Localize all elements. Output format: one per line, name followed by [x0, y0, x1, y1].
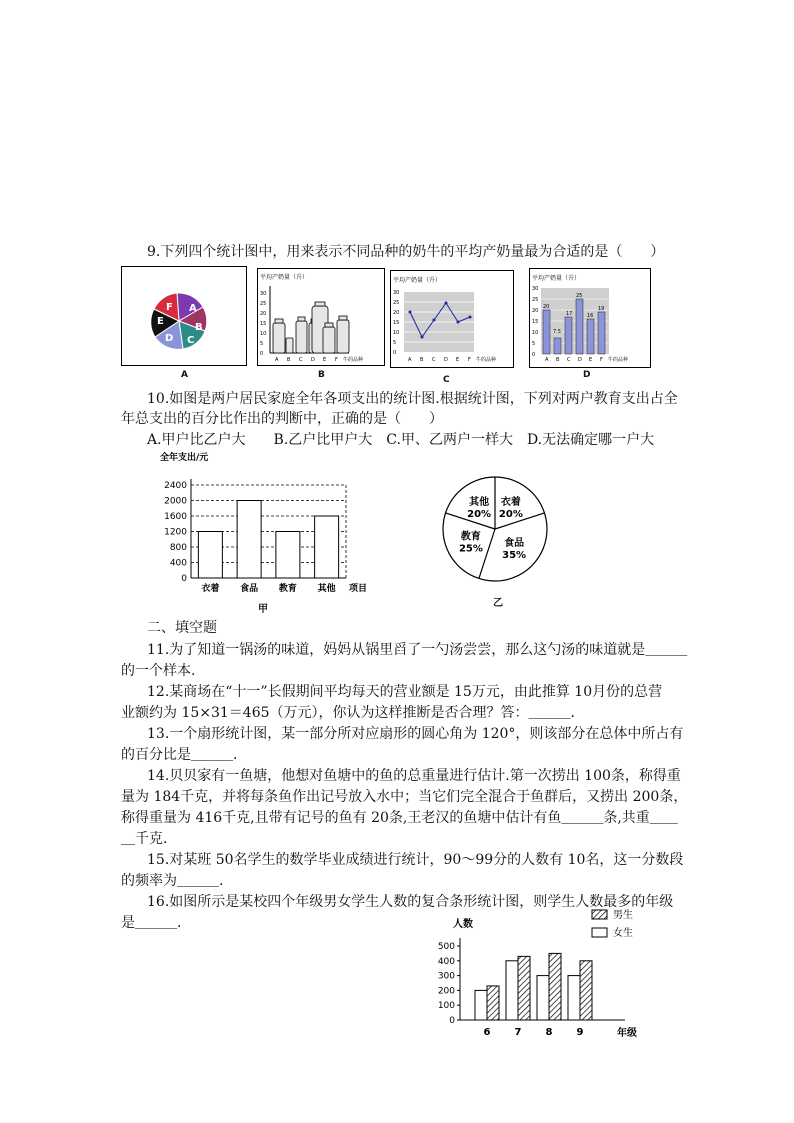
- grade-ytick: 0: [449, 1016, 455, 1026]
- svg-text:5: 5: [260, 341, 264, 347]
- grade-bar-girls: [506, 961, 518, 1020]
- bar-jia-ytick: 1200: [164, 527, 187, 538]
- bar-jia-bar: [276, 532, 300, 579]
- svg-text:25: 25: [576, 293, 583, 299]
- pie-label-f: F: [166, 302, 173, 313]
- bar-jia-category: 衣着: [201, 584, 220, 594]
- svg-text:10: 10: [260, 331, 267, 337]
- q15-line2: 的频率为＿＿＿.: [121, 873, 224, 889]
- svg-text:10: 10: [393, 330, 400, 336]
- bar-jia-category: 食品: [240, 584, 259, 594]
- q11-line1: 11.为了知道一锅汤的味道，妈妈从锅里舀了一勺汤尝尝，那么这勺汤的味道就是＿＿＿: [147, 642, 688, 658]
- pie-label-e: E: [157, 316, 164, 327]
- svg-text:19: 19: [598, 306, 605, 312]
- grade-ytick: 500: [437, 942, 455, 952]
- svg-text:A: A: [545, 357, 549, 363]
- legend-label-boys: 男生: [613, 910, 633, 921]
- bar-jia-bar: [198, 532, 222, 579]
- svg-text:B: B: [287, 357, 291, 363]
- svg-text:D: D: [578, 357, 582, 363]
- svg-text:E: E: [456, 357, 460, 363]
- bar-jia-xlabel: 项目: [349, 584, 368, 594]
- svg-text:F: F: [600, 357, 603, 363]
- svg-text:B: B: [556, 357, 560, 363]
- grade-xlabel: 年级: [617, 1028, 637, 1039]
- grade-ytick: 200: [437, 986, 455, 997]
- bar-jia-bar: [315, 516, 339, 578]
- caption-b: B: [318, 370, 325, 380]
- svg-text:16: 16: [587, 313, 594, 319]
- grade-legend: [592, 908, 633, 939]
- grade-category: 7: [514, 1027, 522, 1038]
- svg-text:20: 20: [543, 304, 550, 310]
- bar-jia-category: 其他: [317, 584, 336, 594]
- bar-jia-bar: [237, 501, 261, 579]
- svg-text:C: C: [567, 357, 571, 363]
- caption-c: C: [443, 375, 450, 385]
- q11-line2: 的一个样本.: [121, 663, 196, 679]
- svg-text:牛的品种: 牛的品种: [476, 357, 497, 363]
- q12-line1: 12.某商场在“十一”长假期间平均每天的营业额是 15万元，由此推算 10月份的总营: [147, 684, 663, 700]
- svg-text:F: F: [468, 357, 471, 363]
- svg-text:0: 0: [532, 352, 536, 358]
- svg-text:30: 30: [260, 291, 267, 297]
- svg-text:7.5: 7.5: [553, 329, 561, 335]
- grade-bar-boys: [549, 953, 561, 1020]
- grade-bar-girls: [475, 990, 487, 1020]
- grade-category: 6: [483, 1027, 491, 1038]
- pie-yi-percent: 20%: [498, 509, 523, 521]
- q9-figure-d: [529, 268, 651, 372]
- bar-jia-ytick: 800: [169, 543, 187, 553]
- svg-text:25: 25: [532, 297, 539, 303]
- svg-text:20: 20: [393, 310, 400, 316]
- pie-yi-category: 食品: [504, 538, 525, 550]
- pie-yi-percent: 25%: [458, 543, 483, 555]
- pie-label-d: D: [165, 333, 174, 344]
- svg-text:A: A: [275, 357, 279, 363]
- pie-yi-caption: 乙: [493, 598, 503, 609]
- grade-category: 9: [576, 1027, 584, 1038]
- chart-b-ytitle: 平均产奶量（升）: [260, 274, 309, 281]
- q9-figure-a: [121, 266, 247, 370]
- bar-jia-ytick: 2000: [164, 496, 187, 507]
- svg-text:牛的品种: 牛的品种: [343, 357, 364, 363]
- bar-jia-ylabel: 全年支出/元: [160, 453, 209, 463]
- q15-line1: 15.对某班 50名学生的数学毕业成绩进行统计，90～99分的人数有 10名，这一分数段: [147, 852, 684, 868]
- grade-bar-girls: [568, 976, 580, 1020]
- svg-text:30: 30: [532, 286, 539, 292]
- svg-text:15: 15: [532, 319, 539, 325]
- svg-text:17: 17: [566, 311, 573, 317]
- grade-ytick: 400: [437, 956, 455, 967]
- pie-yi-category: 衣着: [500, 497, 521, 509]
- q14-line4: ＿千克.: [121, 831, 168, 847]
- bar-jia-category: 教育: [278, 584, 297, 594]
- svg-text:5: 5: [532, 341, 536, 347]
- svg-text:E: E: [323, 357, 327, 363]
- svg-text:E: E: [589, 357, 593, 363]
- grade-bar-boys: [487, 986, 499, 1020]
- grade-bar-chart: [425, 905, 675, 1049]
- q16-line2: 是＿＿＿.: [121, 915, 182, 931]
- q10-options: A.甲户比乙户大 B.乙户比甲户大 C.甲、乙两户一样大 D.无法确定哪一户大: [147, 432, 655, 448]
- svg-text:D: D: [311, 357, 315, 363]
- svg-text:15: 15: [393, 320, 400, 326]
- svg-text:牛的品种: 牛的品种: [608, 357, 629, 363]
- q14-line1: 14.贝贝家有一鱼塘，他想对鱼塘中的鱼的总重量进行估计.第一次捞出 100条，称得重: [147, 768, 681, 784]
- svg-text:F: F: [335, 357, 338, 363]
- grade-ylabel: 人数: [453, 919, 473, 930]
- bar-jia-ytick: 2400: [164, 481, 187, 491]
- q9-text: 9.下列四个统计图中，用来表示不同品种的奶牛的平均产奶量最为合适的是（ ）: [147, 244, 665, 260]
- grade-bar-boys: [518, 956, 530, 1020]
- q10-line2: 年总支出的百分比作出的判断中，正确的是（ ）: [121, 411, 443, 427]
- legend-swatch-boys: [592, 910, 607, 919]
- pie-label-a: A: [189, 303, 197, 314]
- bar-jia-ytick: 400: [169, 558, 187, 569]
- q13-line1: 13.一个扇形统计图，某一部分所对应扇形的圆心角为 120°，则该部分在总体中所占有: [147, 726, 684, 742]
- caption-a: A: [181, 370, 188, 380]
- svg-text:30: 30: [393, 290, 400, 296]
- svg-text:平均产奶量（升）: 平均产奶量（升）: [532, 275, 581, 282]
- caption-d: D: [583, 370, 591, 380]
- grade-ytick: 300: [437, 971, 455, 982]
- grade-bar-girls: [537, 976, 549, 1020]
- svg-text:5: 5: [393, 340, 397, 346]
- bar-jia-ytick: 1600: [164, 512, 187, 522]
- bar-jia-caption: 甲: [258, 604, 268, 615]
- svg-text:B: B: [420, 357, 424, 363]
- q9-figure-c: [390, 270, 514, 372]
- svg-text:0: 0: [393, 350, 397, 356]
- pie-chart-yi: [440, 474, 550, 588]
- q12-line2: 业额约为 15×31＝465（万元），你认为这样推断是否合理？答：＿＿＿.: [121, 705, 575, 721]
- svg-text:C: C: [299, 357, 303, 363]
- q13-line2: 的百分比是＿＿＿.: [121, 747, 238, 763]
- svg-text:平均产奶量（升）: 平均产奶量（升）: [393, 277, 442, 284]
- svg-text:20: 20: [532, 308, 539, 314]
- pie-yi-category: 教育: [460, 531, 481, 543]
- legend-swatch-girls: [592, 928, 607, 937]
- q14-line2: 量为 184千克，并将每条鱼作出记号放入水中；当它们完全混合于鱼群后，又捞出 200条，: [121, 789, 688, 805]
- q14-line3: 称得重量为 416千克,且带有记号的鱼有 20条,王老汉的鱼塘中估计有鱼＿＿＿条,共重＿＿: [121, 810, 678, 826]
- bar-chart-jia: [156, 448, 386, 602]
- q16-line1: 16.如图所示是某校四个年级男女学生人数的复合条形统计图，则学生人数最多的年级: [147, 894, 674, 910]
- section-title: 二、填空题: [147, 620, 217, 636]
- pie-label-c: C: [187, 335, 195, 346]
- grade-category: 8: [545, 1027, 553, 1038]
- pie-yi-percent: 35%: [502, 550, 527, 562]
- svg-text:A: A: [408, 357, 412, 363]
- svg-text:D: D: [444, 357, 448, 363]
- pie-yi-category: 其他: [469, 497, 490, 509]
- svg-text:25: 25: [393, 300, 400, 306]
- legend-label-girls: 女生: [613, 928, 633, 939]
- q10-line1: 10.如图是两户居民家庭全年各项支出的统计图.根据统计图，下列对两户教育支出占全: [147, 391, 678, 407]
- svg-text:25: 25: [260, 301, 267, 307]
- grade-bar-boys: [580, 961, 592, 1020]
- pie-label-b: B: [195, 322, 203, 333]
- svg-text:0: 0: [260, 351, 264, 357]
- svg-text:20: 20: [260, 311, 267, 317]
- bar-jia-ytick: 0: [181, 574, 187, 584]
- svg-text:C: C: [432, 357, 436, 363]
- svg-text:10: 10: [532, 330, 539, 336]
- pie-yi-percent: 20%: [467, 509, 492, 521]
- grade-ytick: 100: [437, 1001, 455, 1012]
- svg-text:15: 15: [260, 321, 267, 327]
- q9-figure-b: [257, 268, 385, 370]
